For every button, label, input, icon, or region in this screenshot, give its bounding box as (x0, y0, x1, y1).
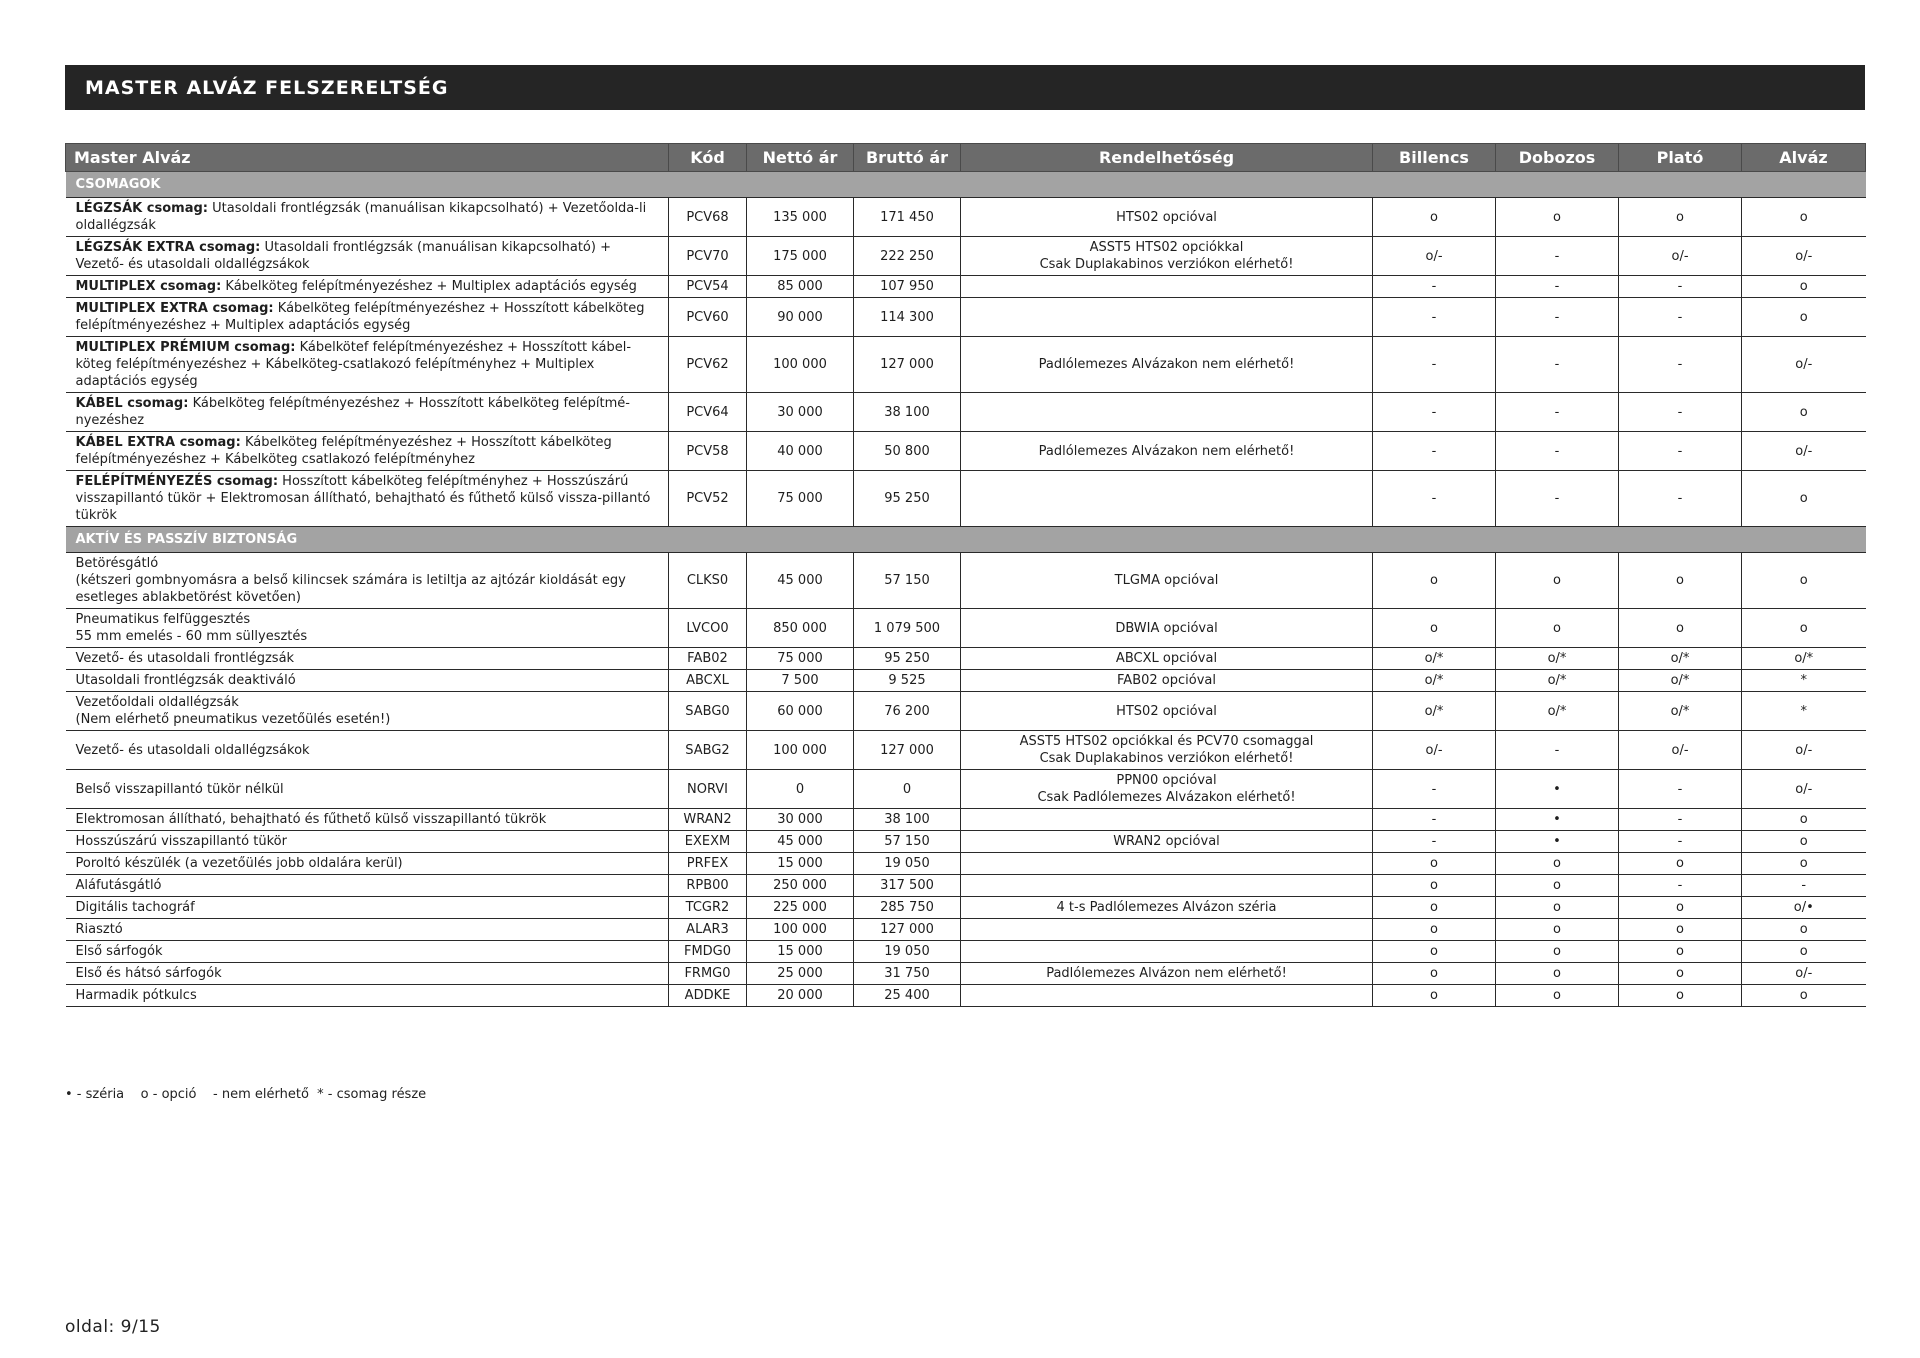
row-code: EXEXM (669, 831, 747, 853)
row-description-text: Belső visszapillantó tükör nélkül (75, 781, 284, 797)
row-code: WRAN2 (669, 809, 747, 831)
row-plato: o (1619, 897, 1742, 919)
row-plato: o (1619, 985, 1742, 1007)
row-availability (961, 276, 1373, 298)
row-description (66, 648, 669, 670)
row-availability (961, 875, 1373, 897)
row-dobozos: o (1496, 553, 1619, 609)
row-description (66, 731, 669, 770)
row-gross-price: 0 (854, 770, 961, 809)
row-availability (961, 393, 1373, 432)
table-row (66, 237, 1866, 276)
row-net-price: 30 000 (747, 809, 854, 831)
row-description-text: Harmadik pótkulcs (75, 988, 197, 1003)
row-billencs: o (1373, 198, 1496, 237)
row-alvaz: o (1742, 985, 1866, 1007)
row-description-text: Első és hátsó sárfogók (75, 966, 222, 981)
row-dobozos: o (1496, 941, 1619, 963)
row-code: PCV60 (669, 298, 747, 337)
row-billencs: o/* (1373, 670, 1496, 692)
row-availability (961, 471, 1373, 527)
row-alvaz: o/- (1742, 337, 1866, 393)
package-name: MULTIPLEX EXTRA csomag: (75, 301, 274, 316)
row-alvaz: o (1742, 298, 1866, 337)
table-row (66, 393, 1866, 432)
row-description-text: Poroltó készülék (a vezetőülés jobb oldalára kerül) (75, 856, 403, 871)
row-code: PCV58 (669, 432, 747, 471)
row-code: FMDG0 (669, 941, 747, 963)
row-dobozos: - (1496, 432, 1619, 471)
table-row (66, 731, 1866, 770)
row-billencs: o/- (1373, 731, 1496, 770)
package-name: KÁBEL EXTRA csomag: (75, 435, 241, 450)
row-description (66, 471, 669, 527)
row-billencs: - (1373, 337, 1496, 393)
row-plato: o/- (1619, 237, 1742, 276)
row-description-text: Kábelköteg felépítményezéshez + Hosszított kábelköteg felépítményezéshez + Multiplex adaptációs egység (75, 301, 645, 333)
row-gross-price: 107 950 (854, 276, 961, 298)
row-net-price: 850 000 (747, 609, 854, 648)
section-title: CSOMAGOK (66, 172, 1866, 198)
col-header-billencs: Billencs (1373, 144, 1496, 172)
row-dobozos: • (1496, 770, 1619, 809)
row-dobozos: o/* (1496, 692, 1619, 731)
row-net-price: 7 500 (747, 670, 854, 692)
row-gross-price: 9 525 (854, 670, 961, 692)
row-description-text: Utasoldali frontlégzsák deaktiváló (75, 673, 296, 688)
row-description-text: Hosszúszárú visszapillantó tükör (75, 834, 287, 849)
row-description-text: Kábelköteg felépítményezéshez + Hosszított kábelköteg felépítményezéshez + Kábelköteg csatlakozó felépítményhez (75, 435, 612, 467)
row-net-price: 75 000 (747, 648, 854, 670)
row-alvaz: o (1742, 831, 1866, 853)
row-description (66, 875, 669, 897)
equipment-table (65, 143, 1866, 1007)
row-code: CLKS0 (669, 553, 747, 609)
row-net-price: 40 000 (747, 432, 854, 471)
row-plato: - (1619, 875, 1742, 897)
row-description (66, 770, 669, 809)
row-dobozos: • (1496, 831, 1619, 853)
row-gross-price: 171 450 (854, 198, 961, 237)
table-row (66, 298, 1866, 337)
table-row (66, 963, 1866, 985)
row-billencs: - (1373, 770, 1496, 809)
row-description (66, 985, 669, 1007)
row-code: PCV64 (669, 393, 747, 432)
table-row (66, 337, 1866, 393)
row-alvaz: o/- (1742, 237, 1866, 276)
row-description-text: Vezetőoldali oldallégzsák (Nem elérhető pneumatikus vezetőülés esetén!) (75, 695, 391, 727)
row-availability: 4 t-s Padlólemezes Alvázon széria (961, 897, 1373, 919)
section-title: AKTÍV ÉS PASSZÍV BIZTONSÁG (66, 527, 1866, 553)
row-code: ABCXL (669, 670, 747, 692)
row-description-text: Hosszított kábelköteg felépítményhez + Hosszúszárú visszapillantó tükör + Elektromosan állítható, behajtható és fűthető külső vissza-pillantó tükrök (75, 474, 651, 523)
row-net-price: 20 000 (747, 985, 854, 1007)
row-billencs: o (1373, 875, 1496, 897)
row-availability: HTS02 opcióval (961, 198, 1373, 237)
row-net-price: 30 000 (747, 393, 854, 432)
row-availability (961, 919, 1373, 941)
row-billencs: o/* (1373, 692, 1496, 731)
table-body (66, 172, 1866, 1007)
row-gross-price: 127 000 (854, 919, 961, 941)
row-plato: o (1619, 941, 1742, 963)
row-alvaz: o (1742, 393, 1866, 432)
table-row (66, 985, 1866, 1007)
row-description (66, 393, 669, 432)
row-alvaz: o/- (1742, 731, 1866, 770)
table-row (66, 553, 1866, 609)
row-billencs: - (1373, 471, 1496, 527)
row-plato: o (1619, 853, 1742, 875)
row-plato: - (1619, 809, 1742, 831)
row-dobozos: o (1496, 963, 1619, 985)
row-alvaz: o/- (1742, 770, 1866, 809)
row-billencs: o (1373, 897, 1496, 919)
row-billencs: o (1373, 553, 1496, 609)
row-plato: - (1619, 393, 1742, 432)
row-gross-price: 1 079 500 (854, 609, 961, 648)
row-billencs: - (1373, 298, 1496, 337)
col-header-plato: Plató (1619, 144, 1742, 172)
row-net-price: 60 000 (747, 692, 854, 731)
col-header-alvaz: Alváz (1742, 144, 1866, 172)
row-description (66, 831, 669, 853)
row-net-price: 25 000 (747, 963, 854, 985)
row-description (66, 670, 669, 692)
row-dobozos: - (1496, 237, 1619, 276)
row-plato: o (1619, 963, 1742, 985)
row-billencs: o/- (1373, 237, 1496, 276)
row-net-price: 75 000 (747, 471, 854, 527)
table-row (66, 471, 1866, 527)
row-plato: - (1619, 276, 1742, 298)
row-description (66, 919, 669, 941)
table-row (66, 875, 1866, 897)
col-header-dobozos: Dobozos (1496, 144, 1619, 172)
row-code: SABG0 (669, 692, 747, 731)
row-availability (961, 853, 1373, 875)
row-gross-price: 50 800 (854, 432, 961, 471)
row-net-price: 100 000 (747, 919, 854, 941)
row-dobozos: o (1496, 198, 1619, 237)
row-alvaz: o (1742, 198, 1866, 237)
row-alvaz: o (1742, 919, 1866, 941)
table-row (66, 648, 1866, 670)
row-code: NORVI (669, 770, 747, 809)
row-billencs: o (1373, 985, 1496, 1007)
row-description (66, 809, 669, 831)
row-gross-price: 95 250 (854, 471, 961, 527)
row-dobozos: o (1496, 897, 1619, 919)
row-plato: o (1619, 198, 1742, 237)
package-name: MULTIPLEX PRÉMIUM csomag: (75, 340, 296, 355)
table-row (66, 770, 1866, 809)
table-row (66, 276, 1866, 298)
row-gross-price: 57 150 (854, 831, 961, 853)
row-availability: TLGMA opcióval (961, 553, 1373, 609)
row-availability: DBWIA opcióval (961, 609, 1373, 648)
row-net-price: 15 000 (747, 941, 854, 963)
row-availability: ASST5 HTS02 opciókkal és PCV70 csomaggal Csak Duplakabinos verziókon elérhető! (961, 731, 1373, 770)
row-plato: - (1619, 770, 1742, 809)
row-gross-price: 127 000 (854, 731, 961, 770)
table-row (66, 809, 1866, 831)
row-description-text: Kábelköteg felépítményezéshez + Hosszított kábelköteg felépítmé-nyezéshez (75, 396, 630, 428)
row-net-price: 0 (747, 770, 854, 809)
row-description-text: Riasztó (75, 922, 123, 937)
row-availability (961, 809, 1373, 831)
row-dobozos: o/* (1496, 648, 1619, 670)
row-availability: HTS02 opcióval (961, 692, 1373, 731)
row-code: PCV68 (669, 198, 747, 237)
row-availability: Padlólemezes Alvázakon nem elérhető! (961, 337, 1373, 393)
package-name: LÉGZSÁK EXTRA csomag: (75, 240, 261, 255)
row-plato: o/* (1619, 692, 1742, 731)
row-description-text: Elektromosan állítható, behajtható és fűthető külső visszapillantó tükrök (75, 812, 547, 827)
row-alvaz: o/• (1742, 897, 1866, 919)
row-availability (961, 298, 1373, 337)
row-billencs: o (1373, 853, 1496, 875)
row-alvaz: * (1742, 670, 1866, 692)
row-availability: ABCXL opcióval (961, 648, 1373, 670)
table-row (66, 831, 1866, 853)
row-description (66, 897, 669, 919)
row-alvaz: o (1742, 941, 1866, 963)
row-gross-price: 222 250 (854, 237, 961, 276)
row-dobozos: • (1496, 809, 1619, 831)
row-dobozos: - (1496, 337, 1619, 393)
row-billencs: - (1373, 831, 1496, 853)
row-code: PCV70 (669, 237, 747, 276)
row-description-text: Kábelkötef felépítményezéshez + Hosszított kábel-köteg felépítményezéshez + Kábelköteg-csatlakozó felépítményhez + Multiplex adaptációs egység (75, 340, 632, 389)
row-code: PCV54 (669, 276, 747, 298)
row-net-price: 250 000 (747, 875, 854, 897)
row-alvaz: - (1742, 875, 1866, 897)
table-row (66, 919, 1866, 941)
row-dobozos: o/* (1496, 670, 1619, 692)
row-plato: - (1619, 337, 1742, 393)
row-net-price: 90 000 (747, 298, 854, 337)
row-description (66, 609, 669, 648)
row-alvaz: * (1742, 692, 1866, 731)
row-plato: - (1619, 471, 1742, 527)
section-header-row (66, 172, 1866, 198)
page-number: oldal: 9/15 (65, 1317, 161, 1337)
row-description (66, 337, 669, 393)
row-description-text: Vezető- és utasoldali oldallégzsákok (75, 742, 310, 758)
row-dobozos: o (1496, 875, 1619, 897)
row-dobozos: o (1496, 985, 1619, 1007)
row-alvaz: o (1742, 809, 1866, 831)
row-code: ALAR3 (669, 919, 747, 941)
row-net-price: 15 000 (747, 853, 854, 875)
row-description (66, 198, 669, 237)
row-net-price: 135 000 (747, 198, 854, 237)
row-availability: WRAN2 opcióval (961, 831, 1373, 853)
row-gross-price: 114 300 (854, 298, 961, 337)
row-gross-price: 95 250 (854, 648, 961, 670)
table-row (66, 692, 1866, 731)
row-net-price: 100 000 (747, 731, 854, 770)
row-description (66, 276, 669, 298)
row-dobozos: - (1496, 471, 1619, 527)
row-billencs: o/* (1373, 648, 1496, 670)
row-description-text: Vezető- és utasoldali frontlégzsák (75, 651, 295, 666)
row-description-text: Első sárfogók (75, 944, 163, 959)
row-code: RPB00 (669, 875, 747, 897)
row-billencs: - (1373, 432, 1496, 471)
col-header-net-price: Nettó ár (747, 144, 854, 172)
row-gross-price: 38 100 (854, 809, 961, 831)
row-code: PCV62 (669, 337, 747, 393)
row-plato: o (1619, 919, 1742, 941)
row-dobozos: - (1496, 393, 1619, 432)
row-gross-price: 76 200 (854, 692, 961, 731)
row-plato: - (1619, 432, 1742, 471)
package-name: FELÉPÍTMÉNYEZÉS csomag: (75, 474, 279, 489)
legend: • - széria o - opció - nem elérhető * - csomag része (65, 1087, 427, 1102)
row-availability (961, 941, 1373, 963)
table-row (66, 853, 1866, 875)
row-description-text: Betörésgátló (kétszeri gombnyomásra a belső kilincsek számára is letiltja az ajtózár kioldását egy esetleges ablakbetörést követően) (75, 556, 626, 605)
table-row (66, 941, 1866, 963)
row-billencs: - (1373, 276, 1496, 298)
table-row (66, 198, 1866, 237)
row-dobozos: - (1496, 298, 1619, 337)
row-billencs: o (1373, 919, 1496, 941)
row-code: FRMG0 (669, 963, 747, 985)
col-header-availability: Rendelhetőség (961, 144, 1373, 172)
row-description (66, 432, 669, 471)
table-row (66, 670, 1866, 692)
row-plato: o (1619, 553, 1742, 609)
row-code: PRFEX (669, 853, 747, 875)
row-description-text: Aláfutásgátló (75, 878, 162, 893)
row-availability: PPN00 opcióval Csak Padlólemezes Alvázakon elérhető! (961, 770, 1373, 809)
row-gross-price: 19 050 (854, 853, 961, 875)
row-billencs: o (1373, 941, 1496, 963)
package-name: KÁBEL csomag: (75, 396, 189, 411)
row-plato: - (1619, 831, 1742, 853)
row-net-price: 85 000 (747, 276, 854, 298)
row-alvaz: o (1742, 853, 1866, 875)
row-dobozos: - (1496, 276, 1619, 298)
row-gross-price: 25 400 (854, 985, 961, 1007)
row-billencs: o (1373, 963, 1496, 985)
row-description-text: Digitális tachográf (75, 900, 195, 915)
row-gross-price: 38 100 (854, 393, 961, 432)
row-gross-price: 31 750 (854, 963, 961, 985)
row-description (66, 692, 669, 731)
row-description-text: Kábelköteg felépítményezéshez + Multiplex adaptációs egység (221, 279, 637, 294)
row-gross-price: 57 150 (854, 553, 961, 609)
col-header-gross-price: Bruttó ár (854, 144, 961, 172)
row-dobozos: o (1496, 853, 1619, 875)
row-billencs: - (1373, 393, 1496, 432)
package-name: LÉGZSÁK csomag: (75, 201, 208, 216)
row-plato: o/* (1619, 648, 1742, 670)
row-plato: o/* (1619, 670, 1742, 692)
section-header-row (66, 527, 1866, 553)
row-code: ADDKE (669, 985, 747, 1007)
row-billencs: - (1373, 809, 1496, 831)
row-code: PCV52 (669, 471, 747, 527)
table-row (66, 609, 1866, 648)
row-alvaz: o (1742, 553, 1866, 609)
row-plato: - (1619, 298, 1742, 337)
row-code: LVCO0 (669, 609, 747, 648)
row-plato: o/- (1619, 731, 1742, 770)
row-alvaz: o/* (1742, 648, 1866, 670)
row-code: TCGR2 (669, 897, 747, 919)
row-gross-price: 317 500 (854, 875, 961, 897)
row-availability: FAB02 opcióval (961, 670, 1373, 692)
col-header-name: Master Alváz (66, 144, 669, 172)
table-header-row (66, 144, 1866, 172)
row-description (66, 553, 669, 609)
row-alvaz: o (1742, 609, 1866, 648)
row-availability: Padlólemezes Alvázon nem elérhető! (961, 963, 1373, 985)
row-plato: o (1619, 609, 1742, 648)
page-title-bar (65, 65, 1865, 110)
package-name: MULTIPLEX csomag: (75, 279, 222, 294)
row-alvaz: o/- (1742, 432, 1866, 471)
col-header-code: Kód (669, 144, 747, 172)
row-code: FAB02 (669, 648, 747, 670)
row-gross-price: 285 750 (854, 897, 961, 919)
row-dobozos: o (1496, 609, 1619, 648)
row-description-text: Utasoldali frontlégzsák (manuálisan kikapcsolható) + Vezető- és utasoldali oldallégzsákok (75, 240, 611, 272)
row-description (66, 237, 669, 276)
row-net-price: 225 000 (747, 897, 854, 919)
row-dobozos: - (1496, 731, 1619, 770)
equipment-table-wrapper (65, 143, 1865, 1007)
row-net-price: 45 000 (747, 553, 854, 609)
table-row (66, 897, 1866, 919)
row-net-price: 175 000 (747, 237, 854, 276)
row-description (66, 298, 669, 337)
row-description-text: Pneumatikus felfüggesztés 55 mm emelés - 60 mm süllyesztés (75, 612, 308, 644)
row-net-price: 100 000 (747, 337, 854, 393)
row-description (66, 941, 669, 963)
row-gross-price: 19 050 (854, 941, 961, 963)
page-title: MASTER ALVÁZ FELSZERELTSÉG (85, 76, 449, 99)
row-alvaz: o (1742, 471, 1866, 527)
row-availability: ASST5 HTS02 opciókkal Csak Duplakabinos verziókon elérhető! (961, 237, 1373, 276)
row-billencs: o (1373, 609, 1496, 648)
row-dobozos: o (1496, 919, 1619, 941)
row-description (66, 853, 669, 875)
row-gross-price: 127 000 (854, 337, 961, 393)
row-description-text: Utasoldali frontlégzsák (manuálisan kikapcsolható) + Vezetőolda-li oldallégzsák (75, 201, 647, 233)
row-description (66, 963, 669, 985)
row-alvaz: o (1742, 276, 1866, 298)
row-code: SABG2 (669, 731, 747, 770)
table-row (66, 432, 1866, 471)
row-alvaz: o/- (1742, 963, 1866, 985)
row-availability: Padlólemezes Alvázakon nem elérhető! (961, 432, 1373, 471)
row-net-price: 45 000 (747, 831, 854, 853)
row-availability (961, 985, 1373, 1007)
